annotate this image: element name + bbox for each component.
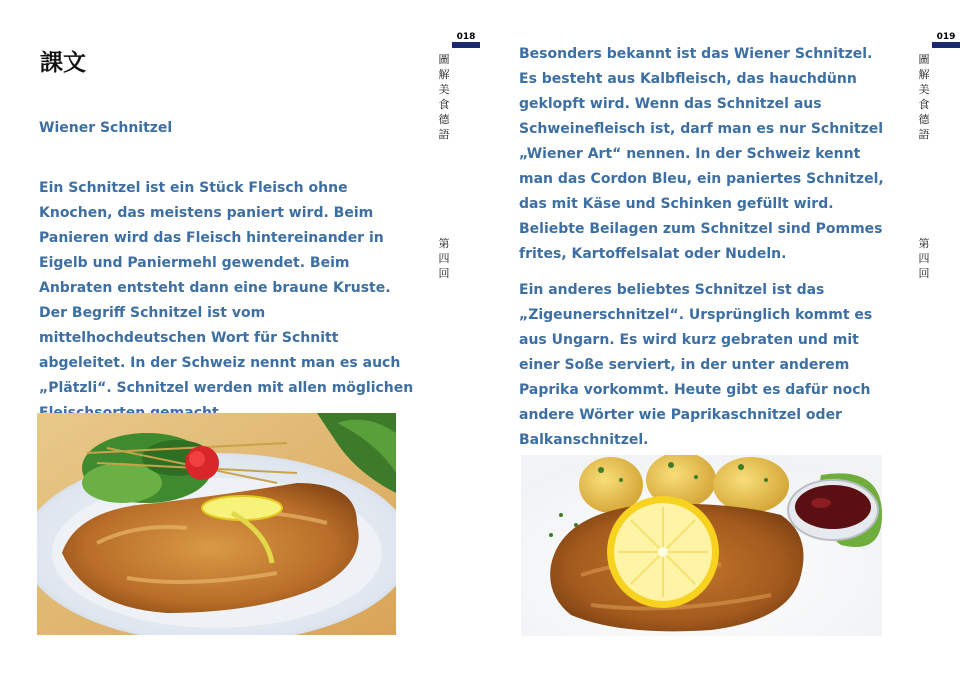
right-paragraph-1: Besonders bekannt ist das Wiener Schnitzel. Es besteht aus Kalbfleisch, das hauchdünn geklopft wird. Wenn das Schnitzel aus Schweinefleisch ist, darf man es nur Schnitzel „Wiener Art“ nennen. In der Schweiz kennt man das Cordon Bleu, ein paniertes Schnitzel, das mit Käse und Schinken gefüllt wird. Beliebte Beilagen zum Schnitzel sind Pommes frites, Kartoffelsalat oder Nudeln. [519,46,884,262]
right-side-book-title: 圖解美食德語 [918,53,930,141]
zigeunerschnitzel-plate-image [521,455,882,636]
left-side-book-title: 圖解美食德語 [438,53,450,141]
section-title: Wiener Schnitzel [39,120,173,136]
right-paragraph-2: Ein anderes beliebtes Schnitzel ist das „Zigeunerschnitzel“. Ursprünglich kommt es aus Ungarn. Es wird kurz gebraten und mit einer Soße serviert, in der unter anderem Paprika vorkommt. Heute gibt es dafür noch andere Wörter wie Paprikaschnitzel oder Balkanschnitzel. [519,282,873,448]
schnitzel-photo-left [37,413,396,635]
left-side-chapter: 第四回 [438,237,450,280]
left-paragraph: Ein Schnitzel ist ein Stück Fleisch ohne Knochen, das meistens paniert wird. Beim Panieren wird das Fleisch hintereinander in Eigelb und Paniermehl gewendet. Beim Anbraten entsteht dann eine braune Kruste. Der Begriff Schnitzel ist vom mittelhochdeutschen Wort für Schnitt abgeleitet. In der Schweiz nennt man es auch „Plätzli“. Schnitzel werden mit allen möglichen [39,180,414,396]
lesson-title: 課文 [40,50,86,76]
wiener-schnitzel-plate-image [37,413,396,635]
right-page-number: 019 [932,33,960,48]
right-side-chapter: 第四回 [918,237,930,280]
schnitzel-photo-right [521,455,882,636]
left-page-number: 018 [452,33,480,48]
